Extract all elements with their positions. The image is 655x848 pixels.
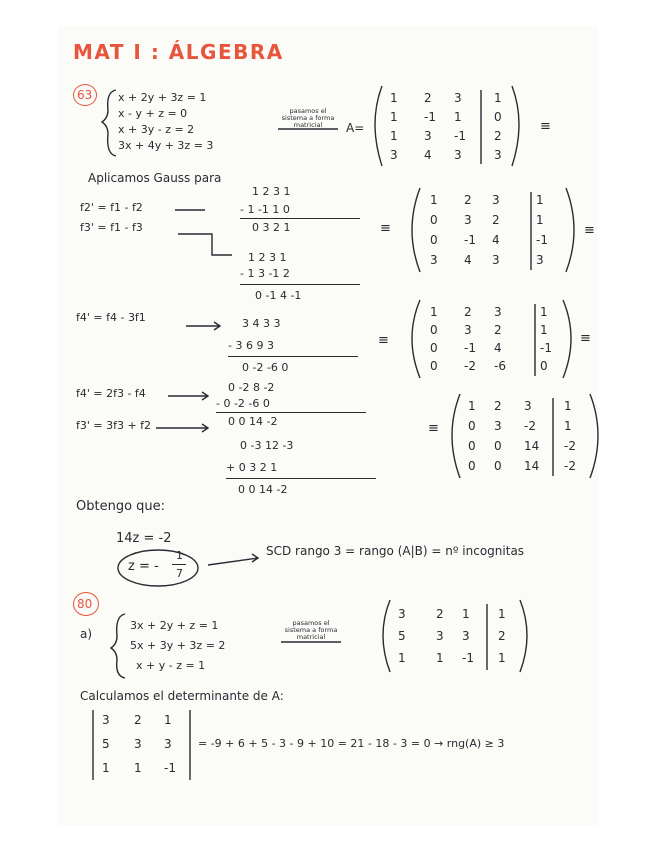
determinant-result: = -9 + 6 + 5 - 3 - 9 + 10 = 21 - 18 - 3 = 0 → rng(A) ≥ 3: [198, 737, 505, 750]
matrix-cell: 1: [498, 651, 506, 665]
matrix-cell: 0: [430, 233, 438, 247]
matrix-cell: 1: [540, 323, 548, 337]
matrix-cell: 0: [494, 110, 502, 124]
matrix-cell: 3: [164, 737, 172, 751]
calc-line: 0 0 14 -2: [228, 415, 278, 428]
matrix-cell: 1: [454, 110, 462, 124]
equivalence-sign: ≡: [584, 223, 595, 238]
row-operation: f3' = f1 - f3: [80, 221, 143, 234]
matrix-cell: -1: [464, 233, 476, 247]
matrix-cell: 4: [492, 233, 500, 247]
matrix-cell: 2: [134, 713, 142, 727]
matrix-cell: 1: [468, 399, 476, 413]
determinant-heading: Calculamos el determinante de A:: [80, 689, 284, 703]
matrix-cell: 1: [430, 305, 438, 319]
matrix-cell: 3: [398, 607, 406, 621]
equivalence-sign: ≡: [380, 221, 391, 236]
calc-line: - 0 -2 -6 0: [216, 397, 270, 410]
matrix-cell: 1: [102, 761, 110, 775]
matrix-cell: 2: [464, 305, 472, 319]
matrix-cell: 3: [524, 399, 532, 413]
sum-line: [228, 356, 358, 357]
matrix-cell: -1: [164, 761, 176, 775]
matrix-cell: 3: [464, 213, 472, 227]
matrix-cell: 1: [398, 651, 406, 665]
matrix-cell: 2: [492, 213, 500, 227]
matrix-cell: 1: [564, 399, 572, 413]
fraction-numerator: 1: [176, 549, 183, 562]
matrix-cell: 3: [390, 148, 398, 162]
matrix-cell: -1: [424, 110, 436, 124]
gauss-heading: Aplicamos Gauss para: [88, 171, 222, 185]
matrix-cell: 0: [494, 439, 502, 453]
system-equation: x + 2y + 3z = 1: [118, 91, 207, 104]
matrix-cell: 4: [464, 253, 472, 267]
calc-line: 0 -1 4 -1: [255, 289, 302, 302]
matrix-cell: 3: [430, 253, 438, 267]
sum-line: [240, 218, 360, 219]
annotation-note: pasamos el sistema a forma matricial: [284, 619, 338, 641]
matrix-cell: 0: [430, 323, 438, 337]
matrix-cell: 4: [424, 148, 432, 162]
matrix-cell: 14: [524, 459, 540, 473]
equivalence-sign: ≡: [428, 421, 439, 436]
matrix-cell: 3: [494, 148, 502, 162]
matrix-cell: 0: [540, 359, 548, 373]
matrix-cell: 3: [464, 323, 472, 337]
exercise-number: 63: [77, 88, 93, 102]
matrix-cell: 2: [494, 323, 502, 337]
matrix-cell: 1: [390, 129, 398, 143]
system-equation: x + 3y - z = 2: [118, 123, 195, 136]
matrix-cell: 2: [494, 129, 502, 143]
calc-line: 0 -2 -6 0: [242, 361, 289, 374]
matrix-cell: 0: [430, 359, 438, 373]
system-equation: 3x + 2y + z = 1: [130, 619, 219, 632]
matrix-cell: 5: [398, 629, 406, 643]
matrix-cell: 1: [462, 607, 470, 621]
matrix-cell: -2: [564, 439, 576, 453]
matrix-cell: 5: [102, 737, 110, 751]
matrix-cell: 1: [134, 761, 142, 775]
matrix-cell: 1: [536, 193, 544, 207]
matrix-cell: 1: [536, 213, 544, 227]
matrix-cell: -1: [536, 233, 548, 247]
calc-line: 1 2 3 1: [252, 185, 291, 198]
matrix-cell: 3: [436, 629, 444, 643]
matrix-cell: 2: [436, 607, 444, 621]
calc-line: 3 4 3 3: [242, 317, 281, 330]
fraction-denominator: 7: [176, 567, 183, 580]
system-equation: 3x + 4y + 3z = 3: [118, 139, 214, 152]
matrix-cell: 3: [494, 419, 502, 433]
equivalence-sign: ≡: [540, 119, 551, 134]
matrix-cell: 2: [498, 629, 506, 643]
matrix-cell: 3: [494, 305, 502, 319]
equivalence-sign: ≡: [580, 331, 591, 346]
matrix-cell: -2: [464, 359, 476, 373]
calc-line: 0 0 14 -2: [238, 483, 288, 496]
matrix-cell: 3: [536, 253, 544, 267]
annotation-note: pasamos el sistema a forma matricial: [281, 107, 335, 129]
matrix-cell: 3: [102, 713, 110, 727]
matrix-cell: 0: [430, 213, 438, 227]
matrix-cell: 3: [454, 91, 462, 105]
calc-line: 0 -3 12 -3: [240, 439, 294, 452]
matrix-cell: 1: [436, 651, 444, 665]
row-operation: f3' = 3f3 + f2: [76, 419, 152, 432]
matrix-cell: -1: [540, 341, 552, 355]
matrix-cell: 14: [524, 439, 540, 453]
matrix-label: A=: [346, 121, 365, 135]
matrix-cell: 0: [468, 439, 476, 453]
system-equation: 5x + 3y + 3z = 2: [130, 639, 226, 652]
matrix-cell: 3: [134, 737, 142, 751]
matrix-cell: -6: [494, 359, 506, 373]
system-equation: x - y + z = 0: [118, 107, 188, 120]
matrix-cell: -1: [464, 341, 476, 355]
conclusion-heading: Obtengo que:: [76, 499, 166, 514]
matrix-cell: 0: [468, 419, 476, 433]
calc-line: 0 -2 8 -2: [228, 381, 275, 394]
matrix-cell: 3: [424, 129, 432, 143]
matrix-cell: 0: [494, 459, 502, 473]
matrix-cell: 2: [494, 399, 502, 413]
matrix-cell: -1: [462, 651, 474, 665]
matrix-cell: 1: [430, 193, 438, 207]
matrix-cell: 2: [464, 193, 472, 207]
calc-line: - 1 3 -1 2: [240, 267, 290, 280]
row-operation: f4' = f4 - 3f1: [76, 311, 146, 324]
matrix-cell: 3: [492, 193, 500, 207]
fraction-bar: [172, 564, 186, 565]
matrix-cell: 2: [424, 91, 432, 105]
matrix-cell: 1: [540, 305, 548, 319]
matrix-cell: 0: [430, 341, 438, 355]
matrix-cell: 3: [492, 253, 500, 267]
sum-line: [226, 478, 376, 479]
matrix-cell: 1: [390, 91, 398, 105]
matrix-cell: -2: [564, 459, 576, 473]
system-equation: x + y - z = 1: [136, 659, 206, 672]
part-label: a): [80, 627, 93, 641]
matrix-cell: 1: [494, 91, 502, 105]
calc-line: - 1 -1 1 0: [240, 203, 290, 216]
matrix-cell: 3: [462, 629, 470, 643]
solution: z = -: [128, 559, 159, 574]
calc-line: 0 3 2 1: [252, 221, 291, 234]
matrix-cell: 1: [498, 607, 506, 621]
row-operation: f2' = f1 - f2: [80, 201, 143, 214]
matrix-cell: 3: [454, 148, 462, 162]
matrix-cell: 1: [164, 713, 172, 727]
matrix-cell: 1: [564, 419, 572, 433]
sum-line: [240, 284, 360, 285]
matrix-cell: 1: [390, 110, 398, 124]
matrix-cell: 0: [468, 459, 476, 473]
page-title: MAT I : ÁLGEBRA: [73, 40, 284, 64]
calc-line: 1 2 3 1: [248, 251, 287, 264]
matrix-cell: -2: [524, 419, 536, 433]
equation: 14z = -2: [116, 531, 172, 546]
calc-line: + 0 3 2 1: [226, 461, 278, 474]
matrix-cell: -1: [454, 129, 466, 143]
classification: SCD rango 3 = rango (A|B) = nº incognitas: [266, 544, 525, 558]
exercise-number: 80: [77, 597, 93, 611]
matrix-cell: 4: [494, 341, 502, 355]
calc-line: - 3 6 9 3: [228, 339, 274, 352]
equivalence-sign: ≡: [378, 333, 389, 348]
row-operation: f4' = 2f3 - f4: [76, 387, 146, 400]
sum-line: [216, 412, 366, 413]
